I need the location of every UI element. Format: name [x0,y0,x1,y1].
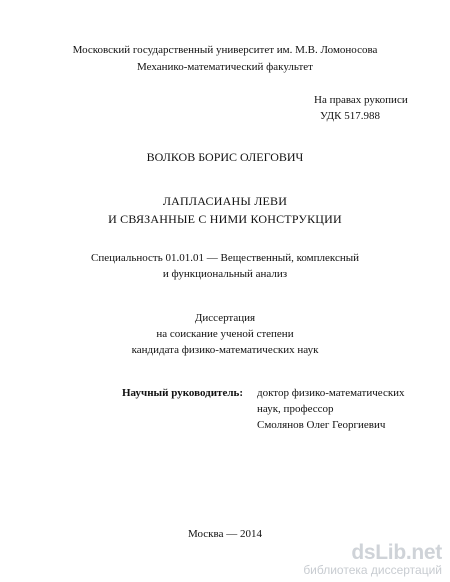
city-year: Москва — 2014 [188,528,262,540]
university-name: Московский государственный университет им. М.В. Ломоносова [72,44,378,56]
advisor-label: Научный руководитель: [122,387,243,399]
faculty-name: Механико-математический факультет [137,61,313,73]
dslib-watermark [303,542,442,576]
udc-code: УДК 517.988 [320,110,381,122]
advisor-title: наук, профессор [257,403,334,415]
manuscript-rights: На правах рукописи [314,94,408,106]
dissertation-label: Диссертация [194,312,256,324]
thesis-title-line-1: ЛАПЛАСИАНЫ ЛЕВИ [162,194,288,208]
advisor-name: Смолянов Олег Георгиевич [257,419,386,431]
dslib-logo: dsLib.net [351,541,442,564]
specialty-line-1: Специальность 01.01.01 — Вещественный, комплексный [91,252,359,264]
degree-line-2: кандидата физико-математических наук [131,344,319,356]
degree-line-1: на соискание ученой степени [156,328,294,340]
dslib-caption: библиотека диссертаций [303,563,442,577]
thesis-title-line-2: И СВЯЗАННЫЕ С НИМИ КОНСТРУКЦИИ [108,212,342,226]
specialty-line-2: и функциональный анализ [162,268,288,280]
author-name: ВОЛКОВ БОРИС ОЛЕГОВИЧ [146,150,304,164]
advisor-degree: доктор физико-математических [257,387,405,399]
